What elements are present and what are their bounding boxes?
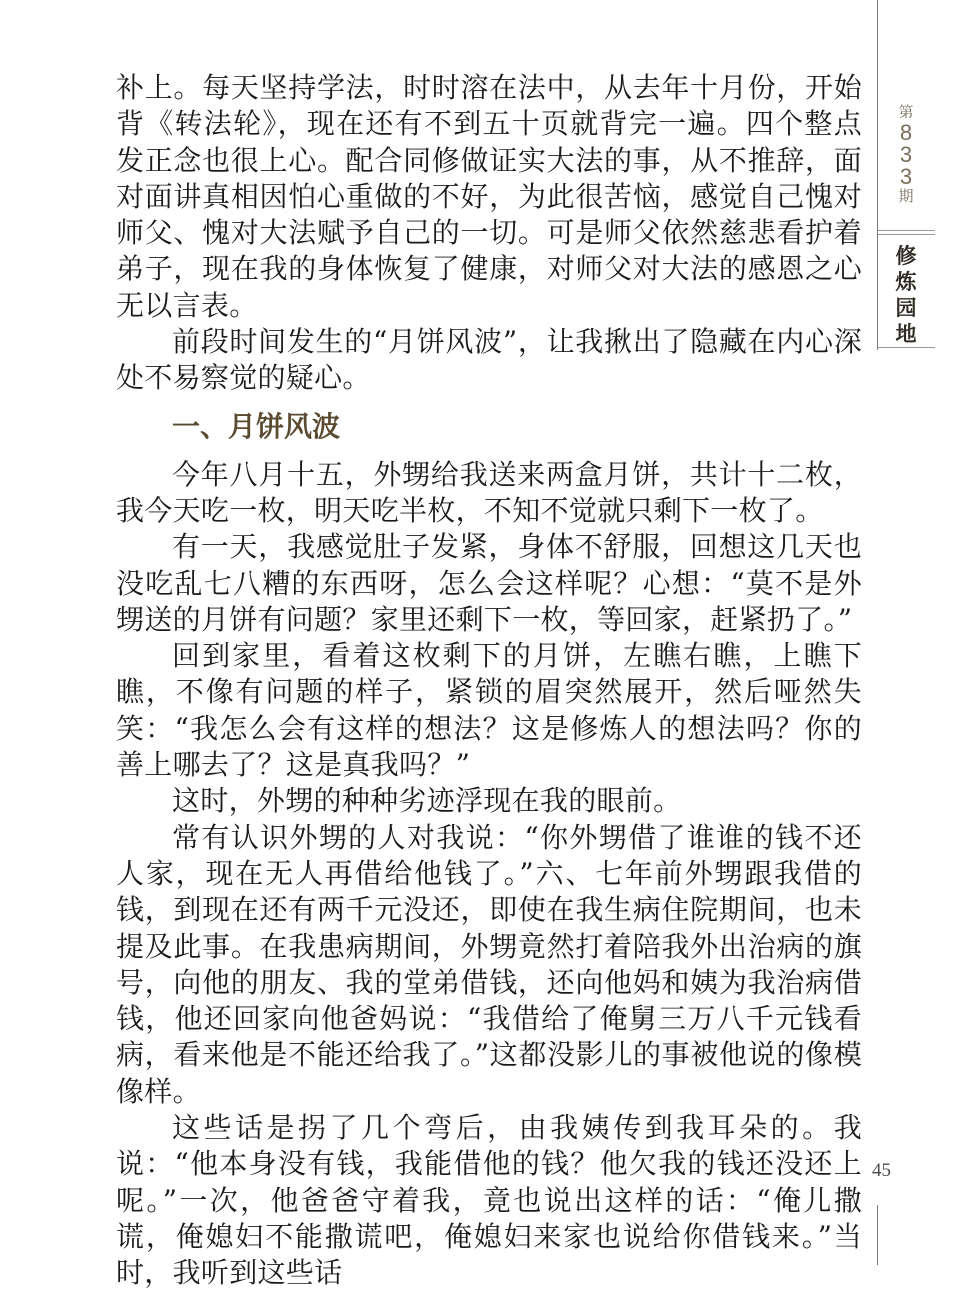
column-title-char: 园 [895, 296, 917, 320]
column-title [878, 243, 934, 347]
divider-line [878, 347, 935, 348]
section-heading: 一、月饼风波 [172, 409, 341, 443]
paragraph-continued: 补上。每天坚持学法，时时溶在法中，从去年十月份，开始背《转法轮》，现在还有不到五十页就背完一遍。四个整点发正念也很上心。配合同修做证实大法的事，从不推辞，面对面讲真相因怕心重做的不好，为此很苦恼，感觉自己愧对师父、愧对大法赋予自己的一切。可是师父依然慈悲看护着弟子，现在我的身体恢复了健康，对师父对大法的感恩之心无以言表。 [116, 71, 862, 322]
paragraph: 回到家里，看着这枚剩下的月饼，左瞧右瞧，上瞧下瞧，不像有问题的样子，紧锁的眉突然展开，然后哑然失笑：“我怎么会有这样的想法？这是修炼人的想法吗？你的善上哪去了？这是真我吗？” [116, 639, 862, 782]
paragraph: 常有认识外甥的人对我说：“你外甥借了谁谁的钱不还人家，现在无人再借给他钱了。”六、七年前外甥跟我借的钱，到现在还有两千元没还，即使在我生病住院期间，也未提及此事。在我患病期间，外甥竟然打着陪我外出治病的旗号，向他的朋友、我的堂弟借钱，还向他妈和姨为我治病借钱，他还回家向他爸妈说：“我借给了俺舅三万八千元钱看病，看来他是不能还给我了。”这都没影儿的事被他说的像模像样。 [116, 820, 862, 1108]
column-title-char: 炼 [895, 270, 917, 294]
issue-number [878, 104, 934, 206]
issue-digit: 8 [899, 120, 913, 145]
issue-suffix: 期 [898, 189, 914, 205]
column-title-char: 修 [895, 244, 917, 268]
margin-divider-bottom [877, 1205, 878, 1265]
paragraph: 有一天，我感觉肚子发紧，身体不舒服，回想这几天也没吃乱七八糟的东西呀，怎么会这样呢？心想：“莫不是外甥送的月饼有问题？家里还剩下一枚，等回家，赶紧扔了。” [116, 530, 862, 636]
issue-digits [878, 122, 934, 188]
paragraph: 今年八月十五，外甥给我送来两盒月饼，共计十二枚，我今天吃一枚，明天吃半枚，不知不觉就只剩下一枚了。 [116, 457, 862, 527]
issue-prefix: 第 [898, 105, 914, 121]
divider-line [878, 234, 935, 235]
divider-line [878, 230, 935, 231]
paragraph-intro: 前段时间发生的“月饼风波”，让我揪出了隐藏在内心深处不易察觉的疑心。 [116, 325, 862, 395]
issue-digit: 3 [899, 164, 913, 189]
article-body [116, 70, 862, 1292]
page-number: 45 [872, 1160, 891, 1181]
paragraph: 这时，外甥的种种劣迹浮现在我的眼前。 [172, 784, 682, 818]
issue-digit: 3 [899, 142, 913, 167]
paragraph: 这些话是拐了几个弯后，由我姨传到我耳朵的。我说：“他本身没有钱，我能借他的钱？他欠我的钱还没还上呢。”一次，他爸爸守着我，竟也说出这样的话：“俺儿撒谎，俺媳妇不能撒谎吧，俺媳妇来家也说给你借钱来。”当时，我听到这些话 [116, 1111, 862, 1290]
column-title-char: 地 [895, 322, 917, 346]
